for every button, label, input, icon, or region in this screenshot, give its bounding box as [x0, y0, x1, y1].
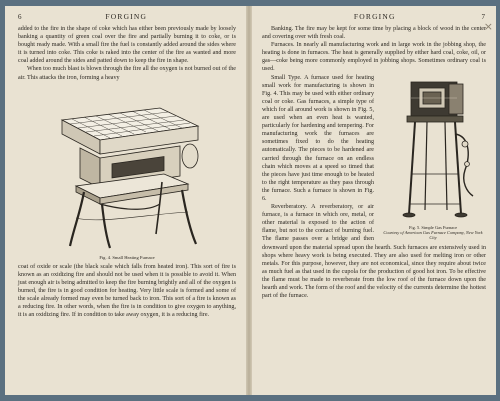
left-paragraph-coke: added to the fire in the shape of coke which has either been previously made by loosely banking a quantity of green coal over the fire and partially burning it to coke, or is bought ready made. With a small fire the fuel is constantly added around the sides where it is turned into coke. This coke is raked into the center of the fire as wanted and more coal added around the sides and patted down to keep the fire in shape. — [18, 26, 236, 65]
right-paragraph-banking: Banking. The fire may be kept for some time by placing a block of wood in the center and covering over with fresh coal. — [262, 26, 486, 41]
pencil-mark: × — [483, 20, 493, 33]
left-paragraph-scale: coat of oxide or scale (the black scale which falls from heated iron). This sort of fire is known as an oxidizing fire and should not be used when it is possible to avoid it. When just enough air is being admitted to keep the fire burning brightly and all of the oxygen is burned, the fire is in good condition for heating. Very little scale is formed and some of the scale already formed may even be turned back to iron. This sort of a fire is known as a reducing fire. In other words, when the fire is in condition to give oxygen to anything, it is an oxidizing fire. If in condition to take away oxygen, it is a reducing fire. — [18, 263, 236, 319]
fig5-figure — [380, 74, 486, 240]
fig5-caption-title: Fig. 5. Simple Gas Furnace — [408, 224, 458, 230]
left-page-number: 6 — [18, 13, 23, 21]
left-running-title: FORGING — [105, 12, 148, 21]
left-paragraph-blast: When too much blast is blown through the fire all the oxygen is not burned out of the air. This attacks the iron, forming a heavy — [18, 66, 236, 81]
right-page-number: 7 — [481, 13, 486, 21]
simple-gas-furnace-illustration — [389, 74, 477, 224]
left-page — [5, 6, 246, 395]
right-running-head — [262, 12, 486, 22]
fig4-caption: Fig. 4. Small Heating Furnace — [99, 254, 155, 260]
fig5-caption-credit: Courtesy of American Gas Furnace Company, New York City — [383, 229, 483, 240]
right-paragraph-furnaces: Furnaces. In nearly all manufacturing work and in large work in the jobbing shop, the heating is done in furnaces. The heat is generally supplied by either hard coal, coke, oil, or gas—coke being more commonly employed in jobbing shops. Sometimes ordinary coal is used. — [262, 42, 486, 73]
left-running-head — [18, 12, 236, 22]
small-heating-furnace-illustration — [40, 88, 215, 253]
right-page — [252, 6, 496, 395]
right-paragraph-small-type: Small Type. A furnace used for heating small work for manufacturing is shown in Fig. 4. This may be used with either ordinary coal or coke. Gas furnaces, a simple type of which for all around work is shown in Fig. 5, are used when an even heat is wanted, particularly for hardening and tempering. For manufacturing work the furnaces are sometimes fixed to do the heating automatically. The pieces to be hardened are carried through the furnace on an endless chain which moves at a speed so timed that the pieces have just time enough to be heated to the right temperature as they pass through the furnace. Such a furnace is shown in Fig. 6. — [262, 74, 374, 202]
fig5-caption — [380, 225, 486, 240]
right-paragraph-reverberatory: Reverberatory. A reverberatory, or air furnace, is a furnace in which ore, metal, or other material is exposed to the action of flame, but not to the contact of burning fuel. The flame passes over a bridge and then downward upon the material spread upon the hearth. Such furnaces are extensively used in shops where heavy work is being executed. They are also used for melting iron or other metals. For this purpose, however, they are not economical, since they require about twice as much fuel as that used in the cupola for the production of good hot iron. To be effective the flame must be made to reverberate from the low roof of the furnace down upon the hearth and work. The form of the roof and the velocity of the currents determine the hottest part of the furnace. — [262, 204, 486, 300]
right-running-title: FORGING — [353, 12, 396, 21]
